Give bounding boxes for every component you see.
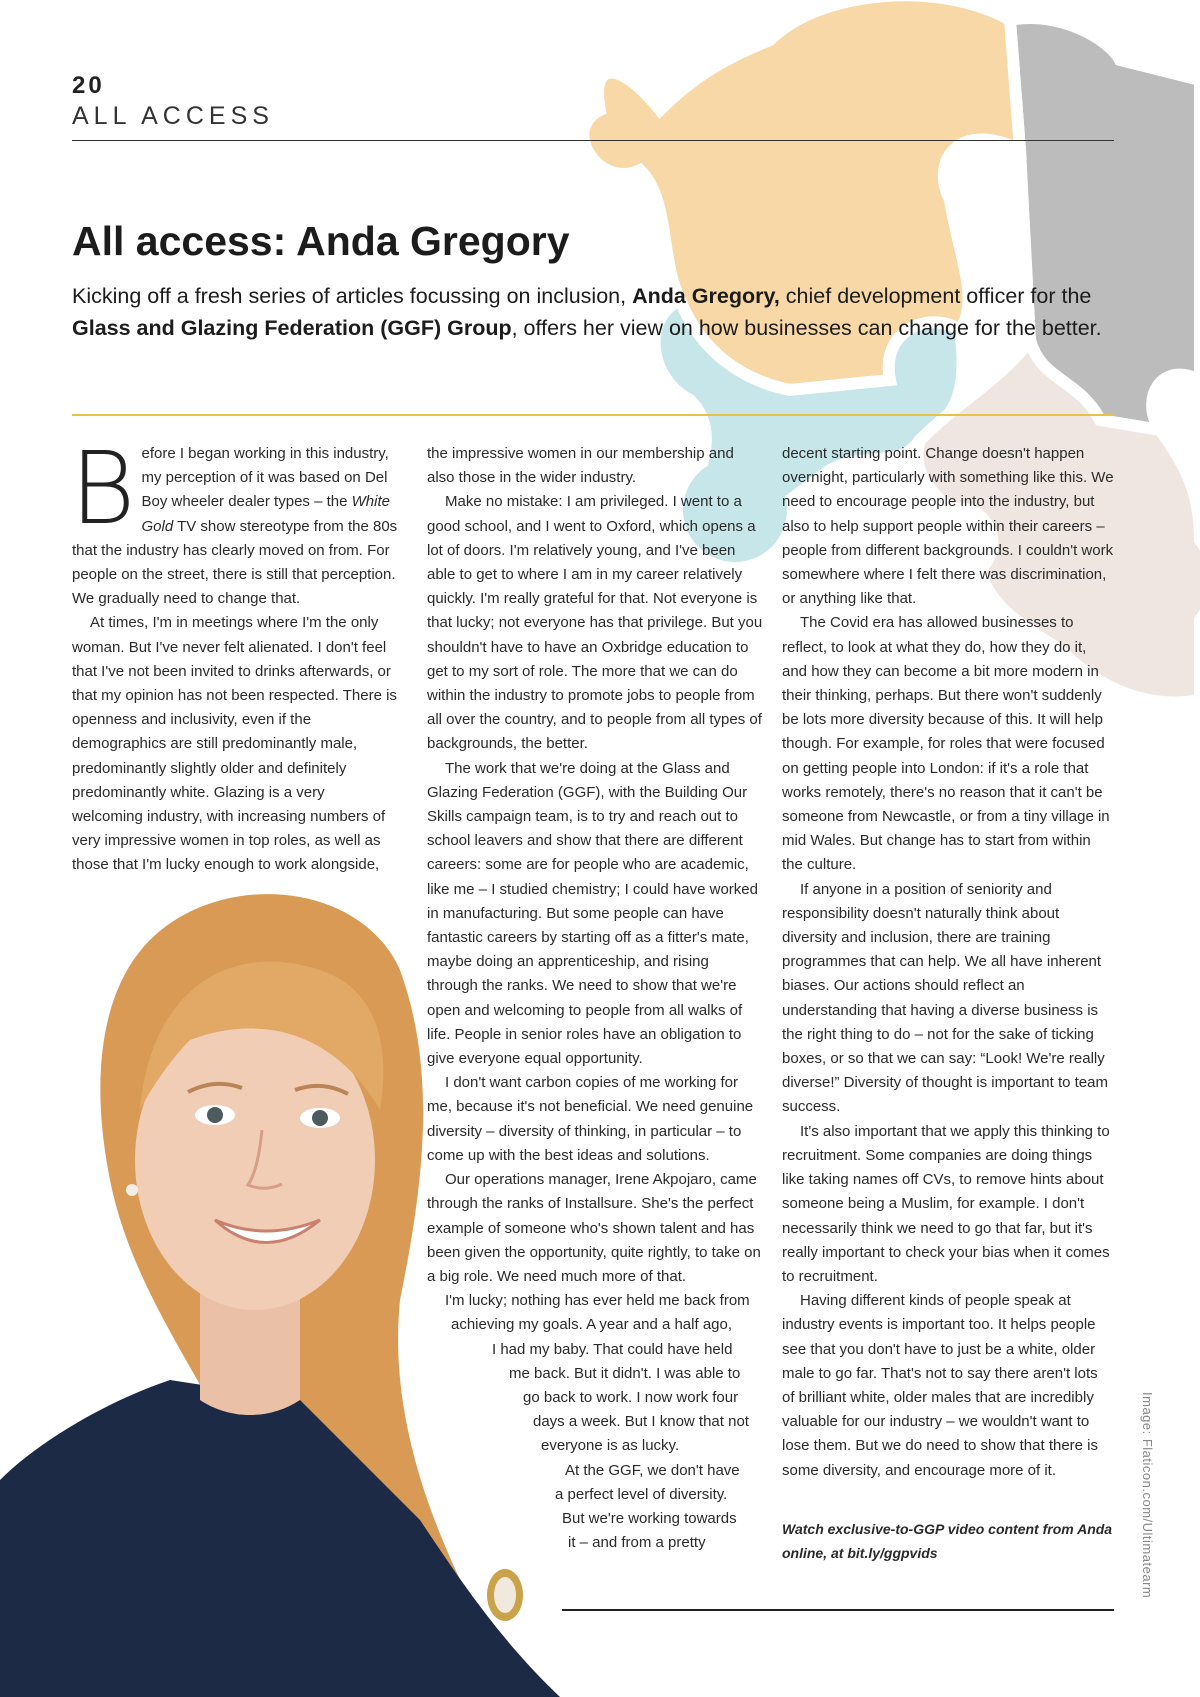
- standfirst-divider: [72, 414, 1114, 416]
- video-promo-link[interactable]: Watch exclusive-to-GGP video content from Anda online, at bit.ly/ggpvids: [782, 1520, 1113, 1561]
- text-line: everyone is as lucky.: [541, 1437, 680, 1455]
- text-line: But we're working towards: [562, 1509, 737, 1527]
- standfirst-text: , offers her view on how businesses can change for the better.: [511, 316, 1102, 340]
- drop-cap: B: [70, 430, 136, 547]
- paragraph: The Covid era has allowed businesses to reflect, to look at what they do, how they do it, and how they can become a bit more modern in their thinking, perhaps. But there won't suddenly be lots more diversity because of this. It will help though. For example, for roles that were focused on getting people into London: if it's a role that works remotely, there's no reason that it can't be someone from Newcastle, or from a tiny village in mid Wales. But change has to start from within the culture.: [782, 614, 1110, 874]
- paragraph: If anyone in a position of seniority and responsibility doesn't naturally think about diversity and inclusion, there are training programmes that can help. We all have inherent biases. Our actions should reflect an understanding that having a diverse business is the right thing to do – not for the sake of ticking boxes, or so that we can say: “Look! We're really diverse!” Diversity of thought is important to team success.: [782, 880, 1108, 1116]
- paragraph: the impressive women in our membership and also those in the wider industry.: [427, 445, 734, 487]
- paragraph-text: efore I began working in this industry, my perception of it was based on Del Boy wheeler dealer types – the: [141, 445, 389, 511]
- paragraph: Make no mistake: I am privileged. I went to a good school, and I went to Oxford, which opens a lot of doors. I'm relatively young, and I've been able to get to where I am in my career relatively quickly. I'm really grateful for that. Not everyone is that lucky; not everyone has that privilege. But you shouldn't have to have an Oxbridge education to get to my sort of role. The more that we can do within the industry to promote jobs to people from all over the country, and to people from all types of backgrounds, the better.: [427, 493, 763, 753]
- standfirst-org: Glass and Glazing Federation (GGF) Group: [72, 316, 512, 340]
- article-title: All access: Anda Gregory: [72, 218, 570, 264]
- article-column-3: [782, 442, 1114, 1565]
- text-line: me back. But it didn't. I was able to: [509, 1364, 741, 1382]
- section-label: ALL ACCESS: [72, 102, 274, 130]
- paragraph: At times, I'm in meetings where I'm the only woman. But I've never felt alienated. I don't feel that I've not been invited to drinks afterwards, or that my opinion has not been respected. There is openness and inclusivity, even if the demographics are still predominantly male, predominantly slightly older and definitely predominantly white. Glazing is a very welcoming industry, with increasing numbers of very impressive women in top roles, as well as those that I'm lucky enough to work alongside,: [72, 614, 397, 874]
- standfirst-text: Kicking off a fresh series of articles focussing on inclusion,: [72, 284, 633, 308]
- portrait-photo: [0, 880, 570, 1697]
- text-line: achieving my goals. A year and a half ago,: [451, 1316, 733, 1334]
- paragraph: Our operations manager, Irene Akpojaro, came through the ranks of Installsure. She's the perfect example of someone who's shown talent and has been given the opportunity, quite rightly, to take on a big role. We need much more of that.: [427, 1171, 761, 1285]
- paragraph: It's also important that we apply this thinking to recruitment. Some companies are doing things like taking names off CVs, to remove hints about someone being a Muslim, for example. I don't necessarily think we need to go that far, but it's really important to check your bias when it comes to recruitment.: [782, 1122, 1110, 1285]
- paragraph: I don't want carbon copies of me working for me, because it's not beneficial. We need genuine diversity – diversity of thinking, in particular – to come up with the best ideas and solutions.: [427, 1074, 754, 1164]
- page-number: 20: [72, 72, 105, 99]
- paragraph: decent starting point. Change doesn't happen overnight, particularly with something like this. We need to encourage people into the industry, but also to help support people within their careers – people from different backgrounds. I couldn't work somewhere where I felt there was discrimination, or anything like that.: [782, 445, 1114, 608]
- paragraph-text: TV show stereotype from the 80s that the industry has clearly moved on from. For people on the street, there is still that perception. We gradually need to change that.: [72, 517, 398, 608]
- footer-divider: [562, 1609, 1114, 1611]
- standfirst-name: Anda Gregory,: [632, 284, 780, 308]
- show-title: White Gold: [141, 493, 390, 535]
- text-line: days a week. But I know that not: [533, 1413, 749, 1431]
- article-column-1: [70, 430, 398, 878]
- text-line: go back to work. I now work four: [523, 1388, 739, 1406]
- paragraph: Having different kinds of people speak at industry events is important too. It helps people see that you don't have to just be a white, older male to go far. That's not to say there aren't lots of brilliant white, older males that are incredibly valuable for our industry – we wouldn't want to lose them. But we do need to show that there is some diversity, and encourage more of it.: [782, 1292, 1099, 1479]
- text-line: it – and from a pretty: [568, 1534, 706, 1552]
- text-line: I had my baby. That could have held: [492, 1340, 733, 1358]
- text-line: I'm lucky; nothing has ever held me back from: [445, 1292, 750, 1310]
- standfirst-text: chief development officer for the: [779, 284, 1092, 308]
- paragraph: The work that we're doing at the Glass and Glazing Federation (GGF), with the Building Our Skills campaign team, is to try and reach out to school leavers and show that there are different careers: some are for people who are academic, like me – I studied chemistry; I could have worked in manufacturing. But some people can have fantastic careers by starting off as a fitter's mate, maybe doing an apprenticeship, and rising through the ranks. We need to show that we're open and welcoming to people from all walks of life. People in senior roles have an obligation to give everyone equal opportunity.: [427, 759, 758, 1068]
- text-line: At the GGF, we don't have: [565, 1461, 740, 1479]
- text-line: a perfect level of diversity.: [555, 1485, 728, 1503]
- article-standfirst: [72, 280, 1112, 344]
- paragraph: [70, 430, 398, 611]
- header-divider: [72, 140, 1114, 141]
- image-credit: Image: Flaticon.com/Ultimatearm: [1140, 1392, 1155, 1599]
